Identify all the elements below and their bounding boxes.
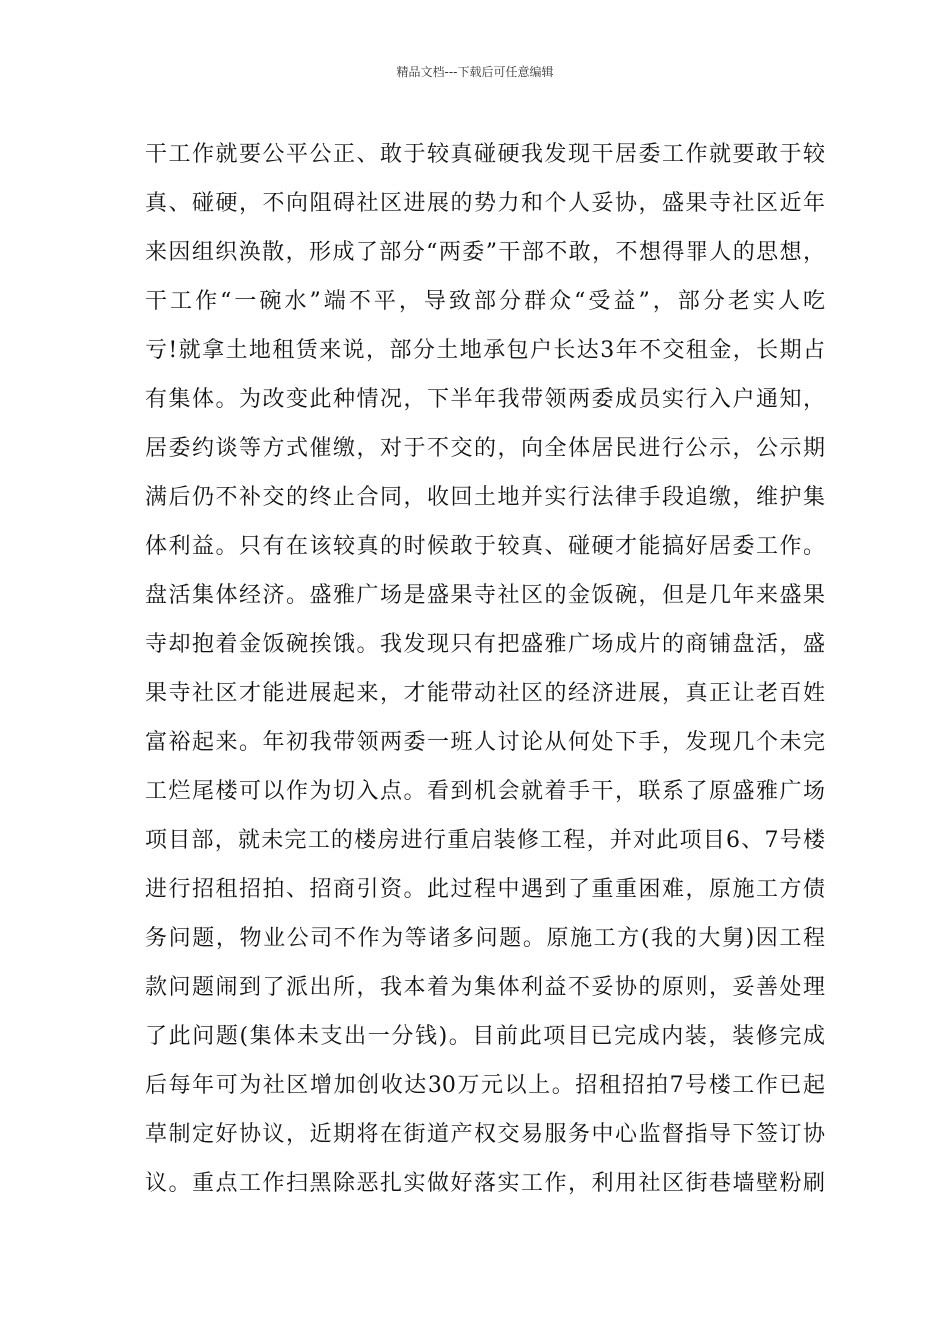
text-line: 富裕起来。年初我带领两委一班人讨论从何处下手，发现几个未完 <box>145 730 825 755</box>
text-line: 干工作就要公平公正、敢于较真碰硬我发现干居委工作就要敢于较 <box>145 142 825 167</box>
text-line: 寺却抱着金饭碗挨饿。我发现只有把盛雅广场成片的商铺盘活，盛 <box>145 632 825 657</box>
text-line: 后每年可为社区增加创收达30万元以上。招租招拍7号楼工作已起 <box>145 1073 825 1098</box>
text-line: 体利益。只有在该较真的时候敢于较真、碰硬才能搞好居委工作。 <box>145 534 825 559</box>
text-line: 议。重点工作扫黑除恶扎实做好落实工作，利用社区街巷墙壁粉刷 <box>145 1171 825 1196</box>
text-line: 干工作“一碗水”端不平，导致部分群众“受益”，部分老实人吃 <box>145 289 825 314</box>
text-line: 亏!就拿土地租赁来说，部分土地承包户长达3年不交租金，长期占 <box>145 338 825 363</box>
text-line: 款问题闹到了派出所，我本着为集体利益不妥协的原则，妥善处理 <box>145 975 825 1000</box>
text-line: 果寺社区才能进展起来，才能带动社区的经济进展，真正让老百姓 <box>145 681 825 706</box>
text-line: 务问题，物业公司不作为等诸多问题。原施工方(我的大舅)因工程 <box>145 926 825 951</box>
text-line: 满后仍不补交的终止合同，收回土地并实行法律手段追缴，维护集 <box>145 485 825 510</box>
text-line: 了此问题(集体未支出一分钱)。目前此项目已完成内装，装修完成 <box>145 1024 825 1049</box>
document-body <box>145 130 825 1208</box>
text-line: 居委约谈等方式催缴，对于不交的，向全体居民进行公示，公示期 <box>145 436 825 461</box>
text-line: 进行招租招拍、招商引资。此过程中遇到了重重困难，原施工方债 <box>145 877 825 902</box>
text-line: 有集体。为改变此种情况，下半年我带领两委成员实行入户通知， <box>145 387 825 412</box>
text-line: 项目部，就未完工的楼房进行重启装修工程，并对此项目6、7号楼 <box>145 828 825 853</box>
text-line: 来因组织涣散，形成了部分“两委”干部不敢，不想得罪人的思想， <box>145 240 825 265</box>
text-line: 工烂尾楼可以作为切入点。看到机会就着手干，联系了原盛雅广场 <box>145 779 825 804</box>
text-line: 真、碰硬，不向阻碍社区进展的势力和个人妥协，盛果寺社区近年 <box>145 191 825 216</box>
text-line: 草制定好协议，近期将在街道产权交易服务中心监督指导下签订协 <box>145 1122 825 1147</box>
text-line: 盘活集体经济。盛雅广场是盛果寺社区的金饭碗，但是几年来盛果 <box>145 583 825 608</box>
page-header: 精品文档---下载后可任意编辑 <box>396 65 554 79</box>
